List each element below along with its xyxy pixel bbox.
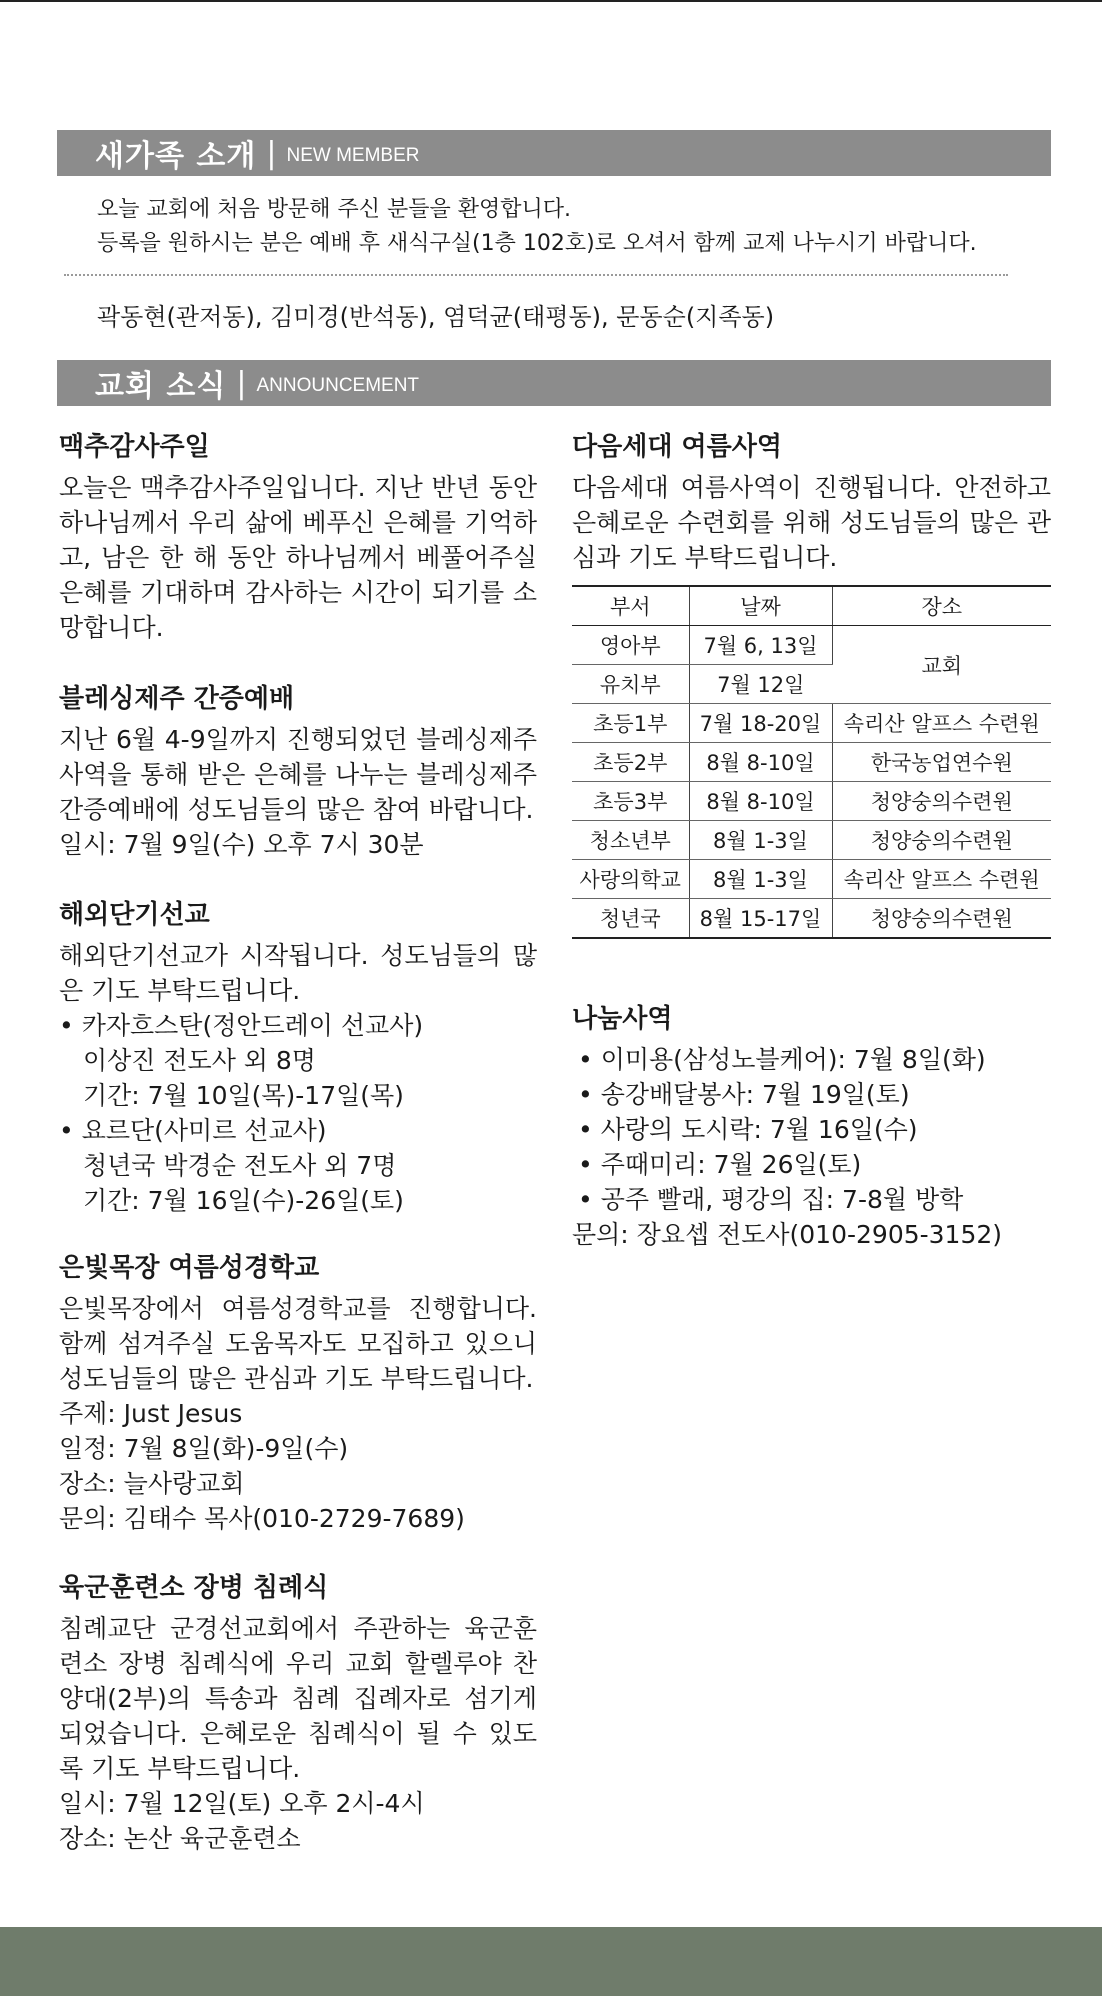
table-cell: 한국농업연수원	[832, 743, 1051, 782]
intro-line: 등록을 원하시는 분은 예배 후 새식구실(1층 102호)로 오셔서 함께 교제 나누시기 바랍니다.	[97, 231, 977, 256]
summer-schedule-table	[572, 585, 1051, 939]
table-cell: 청양숭의수련원	[832, 782, 1051, 821]
table-cell: 초등2부	[572, 743, 689, 782]
mission-team-1-period: 기간: 7월 10일(목)-17일(목)	[83, 1081, 404, 1110]
vbs-contact: 문의: 김태수 목사(010-2729-7689)	[59, 1504, 465, 1533]
list-item: • 이미용(삼성노블케어): 7월 8일(화)	[578, 1045, 986, 1074]
table-cell: 청양숭의수련원	[832, 821, 1051, 860]
table-cell: 영아부	[572, 626, 689, 665]
mission-team-2: • 요르단(사미르 선교사)	[59, 1116, 327, 1145]
table-cell: 초등1부	[572, 704, 689, 743]
army-notice	[59, 1569, 537, 1856]
footer-band	[0, 1927, 1102, 1996]
table-row	[572, 860, 1051, 899]
army-title: 육군훈련소 장병 침례식	[59, 1573, 329, 1603]
header-separator: |	[266, 135, 277, 171]
blessing-when: 일시: 7월 9일(수) 오후 7시 30분	[59, 830, 424, 859]
new-member-intro	[97, 193, 977, 261]
top-rule	[0, 0, 1102, 2]
blessing-body: 지난 6월 4-9일까지 진행되었던 블레싱제주 사역을 통해 받은 은혜를 나누는 블레싱제주 간증예배에 성도님들의 많은 참여 바랍니다.	[59, 725, 537, 824]
harvest-body: 오늘은 맥추감사주일입니다. 지난 반년 동안 하나님께서 우리 삶에 베푸신 은혜를 기억하고, 남은 한 해 동안 하나님께서 베풀어주실 은혜를 기대하며 감사하는 시간이 되기를 소망합니다.	[59, 473, 537, 642]
list-item: • 송강배달봉사: 7월 19일(토)	[578, 1080, 910, 1109]
mission-team-2-period: 기간: 7월 16일(수)-26일(토)	[83, 1186, 404, 1215]
table-header-row	[572, 586, 1051, 626]
vbs-place: 장소: 늘사랑교회	[59, 1469, 245, 1498]
table-cell: 속리산 알프스 수련원	[832, 704, 1051, 743]
column-header: 부서	[572, 586, 689, 626]
table-cell: 초등3부	[572, 782, 689, 821]
header-separator: |	[236, 365, 247, 401]
summer-ministry-body: 다음세대 여름사역이 진행됩니다. 안전하고 은혜로운 수련회를 위해 성도님들의 많은 관심과 기도 부탁드립니다.	[572, 473, 1051, 572]
new-member-title-en: NEW MEMBER	[286, 145, 420, 166]
column-header: 날짜	[689, 586, 832, 626]
announcement-header	[57, 360, 1051, 406]
table-cell: 청년국	[572, 899, 689, 939]
harvest-notice	[59, 428, 537, 645]
intro-line: 오늘 교회에 처음 방문해 주신 분들을 환영합니다.	[97, 197, 571, 222]
table-row	[572, 899, 1051, 939]
summer-ministry-notice	[572, 428, 1051, 575]
sharing-notice	[572, 1000, 1051, 1252]
mission-team-1: • 카자흐스탄(정안드레이 선교사)	[59, 1011, 424, 1040]
announcement-title-en: ANNOUNCEMENT	[256, 375, 420, 396]
vbs-body: 은빛목장에서 여름성경학교를 진행합니다. 함께 섬겨주실 도움목자도 모집하고 있으니 성도님들의 많은 관심과 기도 부탁드립니다.	[59, 1294, 537, 1393]
table-cell: 7월 18-20일	[689, 704, 832, 743]
table-cell: 8월 1-3일	[689, 821, 832, 860]
dotted-divider	[64, 274, 1008, 276]
mission-title: 해외단기선교	[59, 900, 210, 930]
table-cell: 교회	[832, 626, 1051, 704]
sharing-title: 나눔사역	[572, 1004, 673, 1034]
harvest-title: 맥추감사주일	[59, 432, 210, 462]
table-row	[572, 743, 1051, 782]
vbs-title: 은빛목장 여름성경학교	[59, 1253, 320, 1283]
army-place: 장소: 논산 육군훈련소	[59, 1824, 301, 1853]
army-when: 일시: 7월 12일(토) 오후 2시-4시	[59, 1789, 425, 1818]
table-row	[572, 704, 1051, 743]
table-cell: 사랑의학교	[572, 860, 689, 899]
summer-ministry-title: 다음세대 여름사역	[572, 432, 782, 462]
vbs-topic: 주제: Just Jesus	[59, 1399, 243, 1428]
mission-notice	[59, 896, 537, 1218]
table-cell: 청양숭의수련원	[832, 899, 1051, 939]
sharing-contact: 문의: 장요셉 전도사(010-2905-3152)	[572, 1220, 1003, 1249]
new-member-list: 곽동현(관저동), 김미경(반석동), 염덕균(태평동), 문동순(지족동)	[97, 303, 775, 331]
table-cell: 7월 6, 13일	[689, 626, 832, 665]
vbs-date: 일정: 7월 8일(화)-9일(수)	[59, 1434, 349, 1463]
table-cell: 청소년부	[572, 821, 689, 860]
new-member-header	[57, 130, 1051, 176]
table-cell: 8월 15-17일	[689, 899, 832, 939]
mission-body: 해외단기선교가 시작됩니다. 성도님들의 많은 기도 부탁드립니다.	[59, 941, 537, 1005]
table-cell: 7월 12일	[689, 665, 832, 704]
table-row	[572, 626, 1051, 665]
mission-team-1-members: 이상진 전도사 외 8명	[83, 1046, 316, 1075]
table-row	[572, 782, 1051, 821]
table-cell: 8월 8-10일	[689, 743, 832, 782]
table-cell: 8월 8-10일	[689, 782, 832, 821]
blessing-title: 블레싱제주 간증예배	[59, 684, 295, 714]
table-cell: 8월 1-3일	[689, 860, 832, 899]
column-header: 장소	[832, 586, 1051, 626]
announcement-title: 교회 소식	[95, 369, 227, 404]
blessing-notice	[59, 680, 537, 862]
list-item: • 사랑의 도시락: 7월 16일(수)	[578, 1115, 918, 1144]
vbs-notice	[59, 1249, 537, 1536]
table-row	[572, 821, 1051, 860]
list-item: • 공주 빨래, 평강의 집: 7-8월 방학	[578, 1185, 964, 1214]
table-cell: 속리산 알프스 수련원	[832, 860, 1051, 899]
list-item: • 주때미리: 7월 26일(토)	[578, 1150, 862, 1179]
new-member-title: 새가족 소개	[95, 139, 257, 174]
table-cell: 유치부	[572, 665, 689, 704]
mission-team-2-members: 청년국 박경순 전도사 외 7명	[83, 1151, 397, 1180]
army-body: 침례교단 군경선교회에서 주관하는 육군훈련소 장병 침례식에 우리 교회 할렐루야 찬양대(2부)의 특송과 침례 집례자로 섬기게 되었습니다. 은혜로운 침례식이 될 수 있도록 기도 부탁드립니다.	[59, 1614, 537, 1783]
